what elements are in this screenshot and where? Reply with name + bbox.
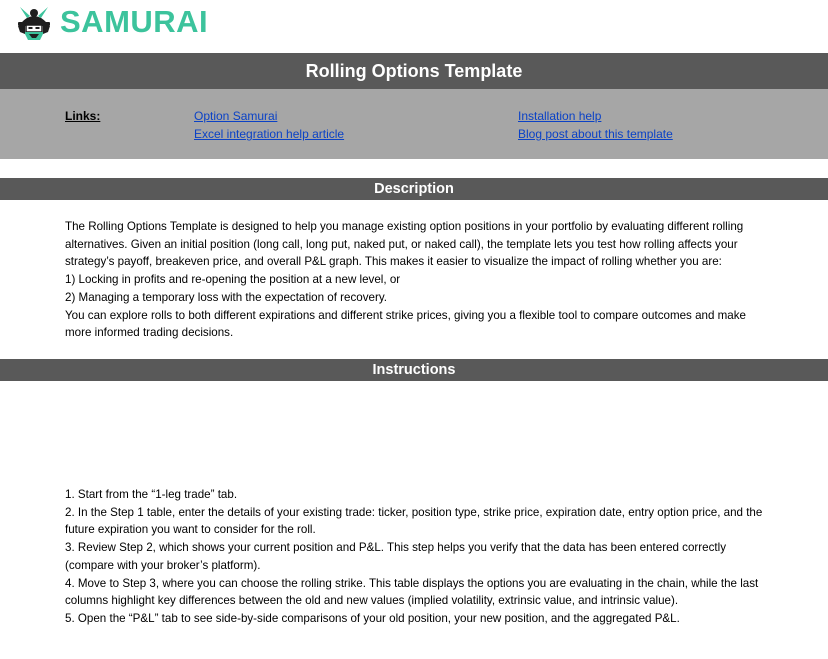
instruction-step: 5. Open the “P&L” tab to see side-by-side comparisons of your old position, your new position, and the aggregated P&L.	[65, 611, 680, 625]
description-paragraph: 2) Managing a temporary loss with the expectation of recovery.	[65, 290, 387, 304]
link-excel-integration-help[interactable]: Excel integration help article	[194, 127, 345, 141]
link-option-samurai[interactable]: Option Samurai	[194, 109, 278, 123]
instruction-step: 4. Move to Step 3, where you can choose the rolling strike. This table displays the options you are evaluating in the chain, while the last columns highlight key differences between the old and new values (implied volatility, extrinsic value, and intrinsic value).	[65, 576, 759, 608]
description-paragraph: 1) Locking in profits and re-opening the position at a new level, or	[65, 273, 401, 287]
links-label: Links:	[65, 109, 101, 123]
instructions-body	[65, 486, 775, 628]
samurai-logo	[14, 2, 208, 42]
page-title: Rolling Options Template	[0, 53, 828, 89]
instruction-step: 3. Review Step 2, which shows your current position and P&L. This step helps you verify that the data has been entered correctly (compare with your broker’s platform).	[65, 541, 726, 572]
description-body	[65, 218, 775, 342]
link-installation-help[interactable]: Installation help	[518, 109, 602, 123]
description-paragraph: You can explore rolls to both different expirations and different strike prices, giving you a flexible tool to compare outcomes and make more informed trading decisions.	[65, 308, 746, 340]
instruction-step: 1. Start from the “1-leg trade” tab.	[65, 488, 238, 501]
brand-name: SAMURAI	[60, 4, 209, 39]
instruction-step: 2. In the Step 1 table, enter the details of your existing trade: ticker, position type, strike price, expiration date, entry option price, and the future expiration you want to consider for the roll.	[65, 505, 763, 537]
description-paragraph: The Rolling Options Template is designed to help you manage existing option positions in your portfolio by evaluating different rolling alternatives. Given an initial position (long call, long put, naked put, or naked call), the template lets you test how rolling affects your strategy’s payoff, breakeven price, and overall P&L graph. This makes it easier to visualize the impact of rolling whether you are:	[65, 220, 744, 269]
link-blog-post[interactable]: Blog post about this template	[518, 127, 673, 141]
links-section	[0, 89, 828, 159]
instructions-heading: Instructions	[0, 359, 828, 381]
samurai-helmet-icon	[14, 3, 54, 41]
description-heading: Description	[0, 178, 828, 200]
